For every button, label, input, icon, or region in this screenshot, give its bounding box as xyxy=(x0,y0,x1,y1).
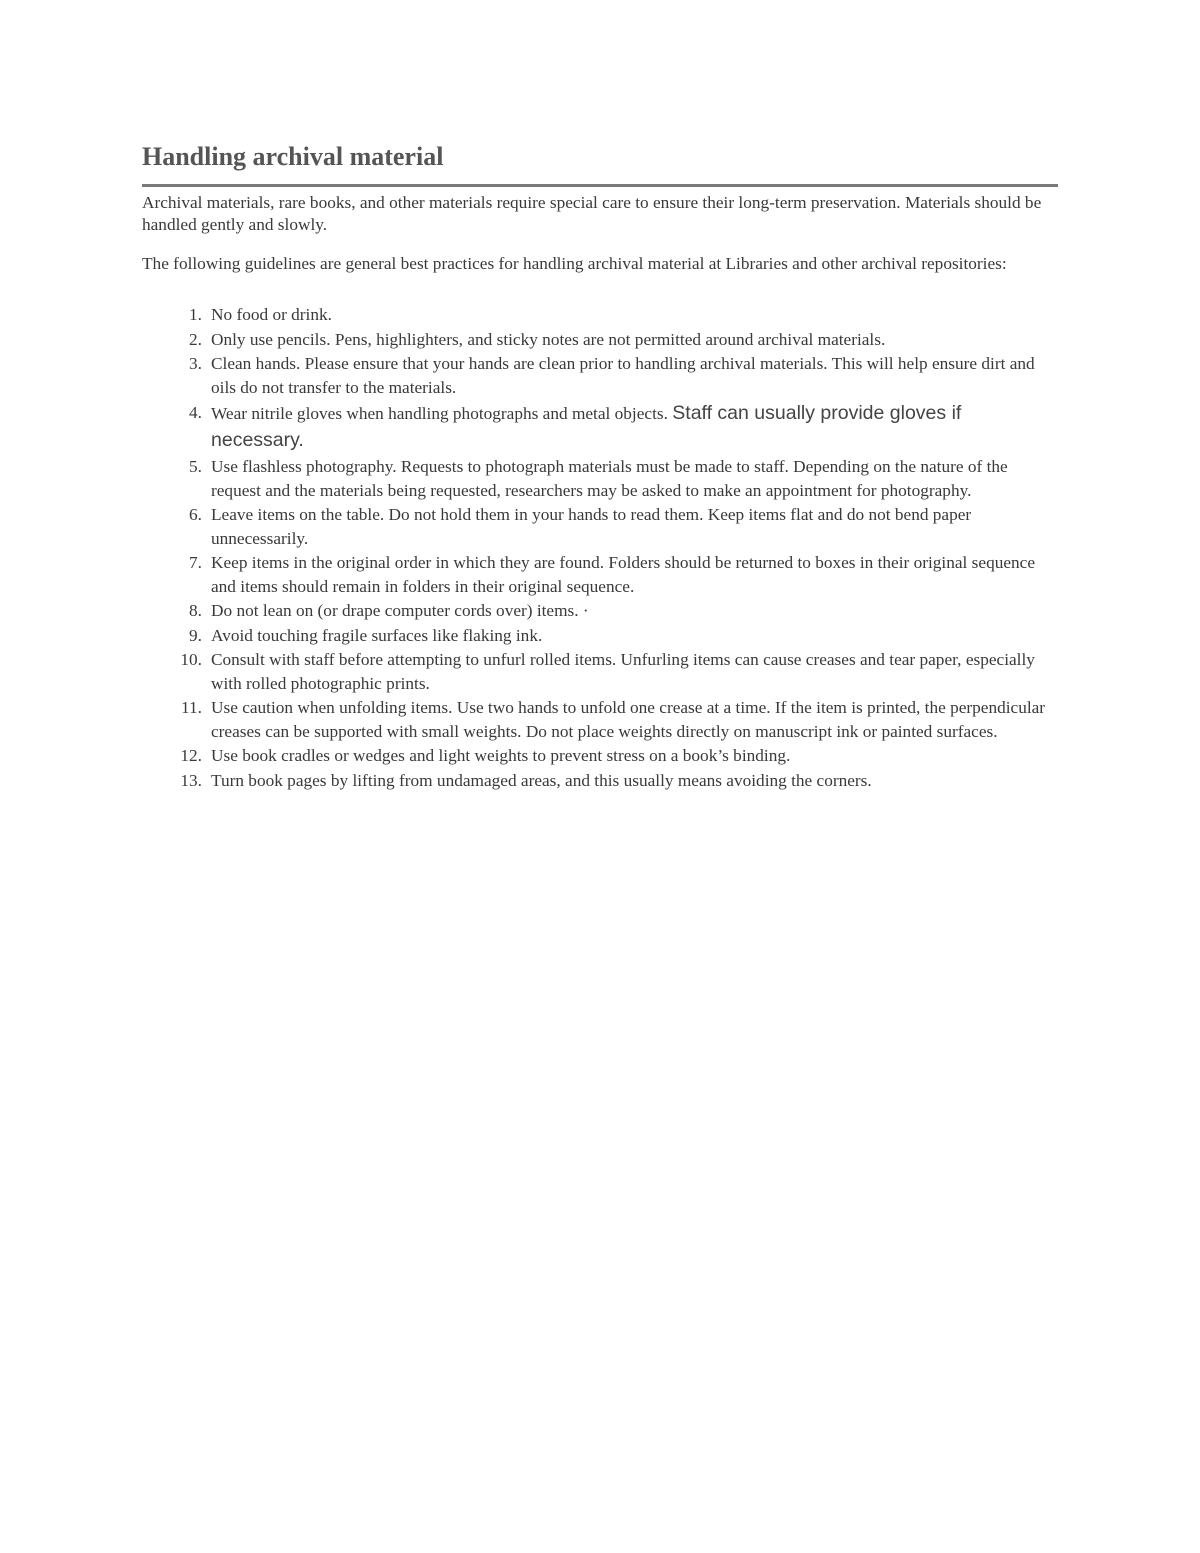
list-item-text: Use flashless photography. Requests to photograph materials must be made to staff. Depending on the nature of the request and the materials being requested, researchers may be asked to make an appointment for photography. xyxy=(211,457,1008,500)
guidelines-list xyxy=(142,303,1058,792)
list-item-number: 2. xyxy=(189,329,202,349)
list-item-number: 4. xyxy=(189,403,202,422)
list-item-number: 6. xyxy=(189,505,202,524)
list-item xyxy=(142,599,1058,623)
list-item-text: No food or drink. xyxy=(211,305,332,324)
title-divider xyxy=(142,184,1058,187)
list-item xyxy=(142,551,1058,598)
guidelines-intro-paragraph: The following guidelines are general best practices for handling archival material at Libraries and other archival repositories: xyxy=(142,254,1007,273)
list-item-text: Use caution when unfolding items. Use two hands to unfold one crease at a time. If the item is printed, the perpendicular creases can be supported with small weights. Do not place weights directly on manuscript ink or painted surfaces. xyxy=(211,698,1046,741)
list-item-text: Leave items on the table. Do not hold them in your hands to read them. Keep items flat and do not bend paper unnecessarily. xyxy=(211,505,972,548)
list-item-number: 1. xyxy=(189,305,202,324)
document-page xyxy=(142,140,1058,793)
list-item-text-extra: Staff can usually provide gloves if necessary. xyxy=(211,402,962,451)
list-item-number: 5. xyxy=(189,457,202,476)
list-item xyxy=(142,696,1058,743)
list-item-number: 13. xyxy=(180,770,202,790)
list-item xyxy=(142,624,1058,648)
list-item xyxy=(142,328,1058,352)
list-item-text: Clean hands. Please ensure that your hands are clean prior to handling archival materials. This will help ensure dirt and oils do not transfer to the materials. xyxy=(211,354,1035,397)
list-item xyxy=(142,744,1058,768)
list-item-text: Consult with staff before attempting to unfurl rolled items. Unfurling items can cause creases and tear paper, especially with rolled photographic prints. xyxy=(211,650,1035,693)
list-item-text: Use book cradles or wedges and light weights to prevent stress on a book’s binding. xyxy=(211,746,791,765)
list-item-number: 7. xyxy=(189,553,202,572)
list-item-number: 8. xyxy=(189,601,202,620)
list-item-number: 3. xyxy=(189,354,202,373)
list-item-number: 12. xyxy=(180,746,202,765)
list-item-text: Turn book pages by lifting from undamaged areas, and this usually means avoiding the corners. xyxy=(211,770,872,790)
intro-paragraph: Archival materials, rare books, and other materials require special care to ensure their long-term preservation. Materials should be handled gently and slowly. xyxy=(142,193,1042,234)
list-item-text: Keep items in the original order in which they are found. Folders should be returned to boxes in their original sequence and items should remain in folders in their original sequence. xyxy=(211,553,1035,596)
list-item-number: 9. xyxy=(189,625,202,645)
list-item xyxy=(142,352,1058,399)
list-item-number: 10. xyxy=(180,650,202,669)
list-item-text: Do not lean on (or drape computer cords over) items. · xyxy=(211,601,589,620)
page-title: Handling archival material xyxy=(142,142,444,171)
list-item xyxy=(142,503,1058,550)
list-item-number: 11. xyxy=(181,698,202,717)
list-item xyxy=(142,400,1058,454)
list-item-text: Avoid touching fragile surfaces like flaking ink. xyxy=(211,625,543,645)
list-item-text: Only use pencils. Pens, highlighters, and sticky notes are not permitted around archival materials. xyxy=(211,329,886,349)
list-item xyxy=(142,648,1058,695)
list-item-text: Wear nitrile gloves when handling photographs and metal objects. xyxy=(211,404,668,423)
list-item xyxy=(142,303,1058,327)
list-item xyxy=(142,769,1058,793)
list-item xyxy=(142,455,1058,502)
